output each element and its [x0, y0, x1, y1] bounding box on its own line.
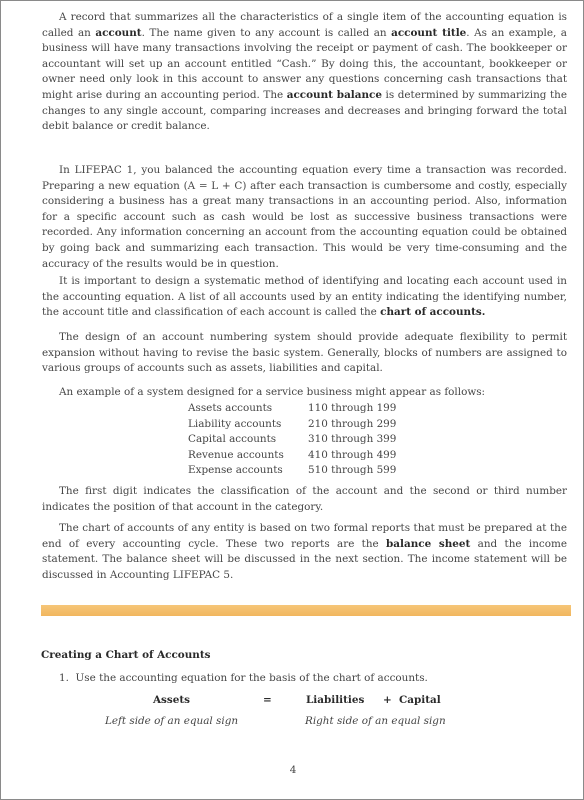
- paragraph-numbering-system: [42, 330, 567, 377]
- right-side-caption: Right side of an equal sign: [305, 715, 446, 727]
- account-category: Revenue accounts: [188, 448, 284, 461]
- account-category: Liability accounts: [188, 417, 282, 430]
- equation-assets: Assets: [153, 694, 191, 706]
- paragraph-example-intro: [42, 385, 567, 401]
- step-text: Use the accounting equation for the basis of the chart of accounts.: [75, 672, 428, 684]
- text-run: A record that summarizes all the characteristics of a single item of the accounting equation is called an: [42, 11, 567, 39]
- left-side-caption: Left side of an equal sign: [105, 715, 239, 727]
- term-chart-of-accounts: chart of accounts.: [380, 306, 486, 319]
- term-account-title: account title: [391, 26, 467, 39]
- account-category: Assets accounts: [188, 402, 273, 414]
- table-row: [188, 401, 396, 417]
- account-number-range: 110 through 199: [308, 402, 397, 414]
- paragraph-text: The first digit indicates the classification of the account and the second or third number indicates the position of that account in the category.: [42, 485, 567, 513]
- step-number: 1.: [59, 672, 69, 684]
- text-run: It is important to design a systematic method of identifying and locating each account used in the accounting equation. A list of all accounts used by an entity indicating the identifying number, the account title and classification of each account is called the: [42, 275, 567, 319]
- text-run: . As an example, a business will have many transactions involving the receipt or payment of cash. The bookkeeper or accountant will set up an account entitled “Cash.” By doing this, the accountant, bookkeeper or owner need only look in this account to answer any questions concerning cash transactions that might arise during an accounting period. The: [42, 26, 567, 101]
- section-heading: Creating a Chart of Accounts: [41, 649, 211, 661]
- paragraph-account-definition: [42, 10, 567, 135]
- account-number-range: 410 through 499: [308, 448, 397, 461]
- equation-capital: Capital: [399, 694, 441, 706]
- paragraph-chart-of-accounts: [42, 274, 567, 321]
- term-account-balance: account balance: [286, 88, 382, 101]
- text-run: is determined by summarizing the changes to any single account, comparing increases and decreases and bringing forward the total debit balance or credit balance.: [42, 88, 568, 133]
- equation-liabilities: Liabilities: [306, 694, 365, 706]
- term-balance-sheet: balance sheet: [386, 537, 471, 550]
- table-row: [188, 417, 396, 433]
- text-run: and the income statement. The balance sheet will be discussed in the next section. The income statement will be discussed in Accounting LIFEPAC 5.: [42, 537, 567, 581]
- equation-equals-sign: =: [263, 694, 272, 706]
- account-category: Capital accounts: [188, 433, 277, 446]
- account-number-range: 510 through 599: [308, 464, 397, 477]
- text-run: The chart of accounts of any entity is based on two formal reports that must be prepared at the end of every accounting cycle. These two reports are the: [42, 522, 567, 550]
- paragraph-first-digit: [42, 484, 567, 515]
- paragraph-text: An example of a system designed for a service business might appear as follows:: [59, 386, 486, 398]
- table-row: [188, 448, 396, 464]
- table-row: [188, 463, 396, 479]
- paragraph-text: In LIFEPAC 1, you balanced the accounting equation every time a transaction was recorded. Preparing a new equation (A = L + C) after each transaction is cumbersome and costly, especially considering a business has a great many transactions in an accounting period. Also, information for a specific account such as cash would be lost as successive business transactions were recorded. Any information concerning an account from the accounting equation could be obtained by going back and summarizing each transaction. This would be very time-consuming and the accuracy of the results would be in question.: [42, 164, 567, 270]
- term-account: account: [95, 26, 142, 39]
- highlight-divider-bar: [41, 605, 571, 616]
- equation-plus-sign: +: [383, 694, 392, 706]
- account-ranges-table: [188, 401, 396, 479]
- step-item: [59, 671, 428, 687]
- paragraph-formal-reports: [42, 521, 567, 583]
- text-run: . The name given to any account is called an: [141, 26, 392, 39]
- paragraph-text: The design of an account numbering system should provide adequate flexibility to permit expansion without having to revise the basic system. Generally, blocks of numbers are assigned to various groups of accounts such as assets, liabilities and capital.: [42, 331, 567, 375]
- account-number-range: 310 through 399: [308, 433, 397, 446]
- account-number-range: 210 through 299: [308, 417, 397, 430]
- account-category: Expense accounts: [188, 464, 283, 477]
- paragraph-lifepac-equation: [42, 163, 567, 272]
- page-number: 4: [289, 764, 297, 776]
- table-row: [188, 432, 396, 448]
